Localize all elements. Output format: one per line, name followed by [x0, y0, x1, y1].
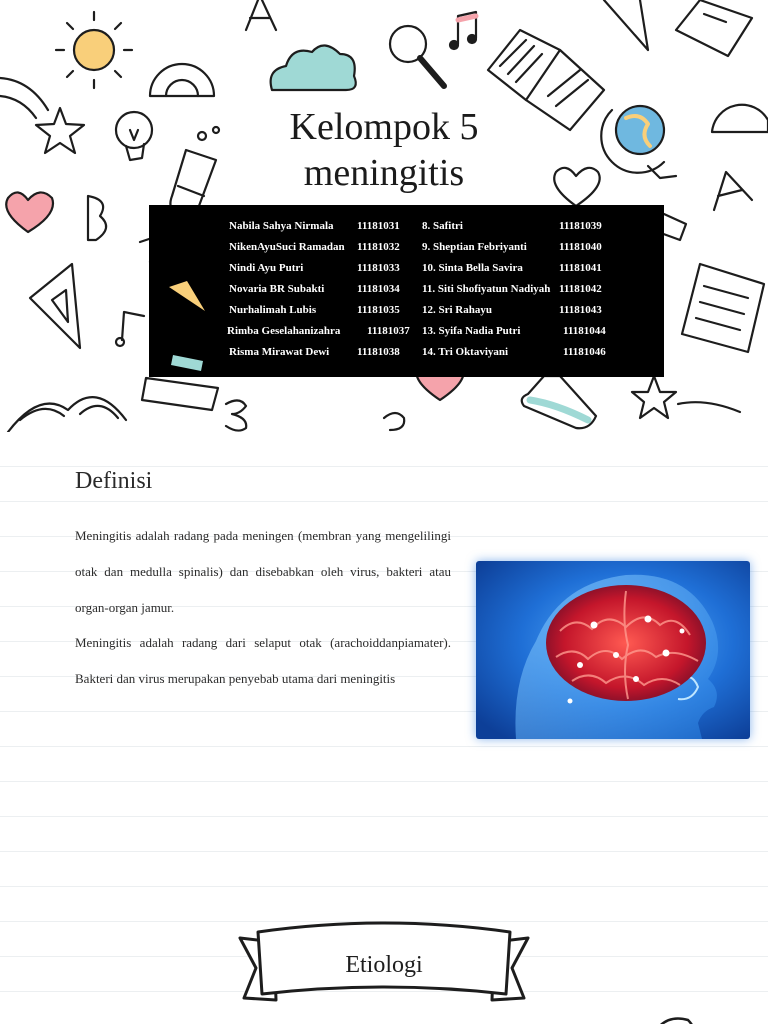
letter-a-icon [714, 172, 752, 210]
brain-illustration [476, 561, 750, 739]
globe-icon [601, 106, 676, 178]
letter-b-icon [88, 196, 106, 240]
open-book-icon [8, 397, 126, 432]
magnifier-icon [390, 26, 444, 86]
definition-paragraph-1: Meningitis adalah radang pada meningen (membran yang mengelilingi otak dan medulla spinalis) dan disebabkan oleh virus, bakteri atau organ-organ jamur. [75, 528, 451, 615]
heart-icon [554, 168, 599, 206]
definition-paragraph-2: Meningitis adalah radang dari selaput otak (arachoiddanpiamater). Bakteri dan virus merupakan penyebab utama dari meningitis [75, 635, 451, 686]
triangle-ruler-icon [30, 264, 80, 348]
cloud-icon [271, 45, 356, 90]
music-note-icon [116, 312, 144, 346]
heart-icon [6, 192, 53, 232]
book-icon [142, 378, 218, 410]
etiologi-title: Etiologi [345, 952, 423, 978]
protractor-icon [150, 64, 214, 96]
protractor-icon [712, 105, 768, 132]
flask-icon [522, 376, 596, 428]
title-line-1: Kelompok 5 [289, 106, 479, 148]
document-icon [682, 264, 764, 352]
swirl-icon [384, 413, 404, 430]
member-row: Nindi Ayu Putri 11181033 10. Sinta Bella Savira 11181041 [229, 262, 602, 274]
definition-slide [0, 432, 768, 1024]
member-row: Novaria BR Subakti 11181034 11. Siti Shofiyatun Nadiyah 11181042 [229, 283, 602, 295]
doodle-circle-icon [640, 1006, 700, 1024]
member-row: Risma Mirawat Dewi 11181038 14. Tri Oktaviyani 11181046 [229, 346, 606, 358]
member-row: NikenAyuSuci Ramadan 11181032 9. Sheptian Febriyanti 11181040 [229, 241, 602, 253]
cover-title [234, 104, 534, 196]
cover-slide [0, 0, 768, 432]
definition-heading: Definisi [75, 468, 153, 494]
title-line-2: meningitis [303, 152, 465, 194]
member-row: Nurhalimah Lubis 11181035 12. Sri Rahayu 11181043 [229, 304, 602, 316]
member-row: Nabila Sahya Nirmala 11181031 8. Safitri 11181039 [229, 220, 602, 232]
member-row: Rimba Geselahanizahra 11181037 13. Syifa Nadia Putri 11181044 [227, 325, 606, 337]
music-note-icon [450, 12, 476, 49]
book-icon [676, 0, 752, 56]
shooting-star-icon [0, 78, 84, 153]
star-icon [632, 376, 740, 418]
member-list-box [149, 205, 664, 377]
triangle-ruler-icon [604, 0, 648, 50]
light-bulb-icon [116, 112, 152, 160]
number-three-icon [226, 400, 246, 430]
letter-a-icon [246, 0, 276, 30]
sun-icon [56, 12, 132, 88]
